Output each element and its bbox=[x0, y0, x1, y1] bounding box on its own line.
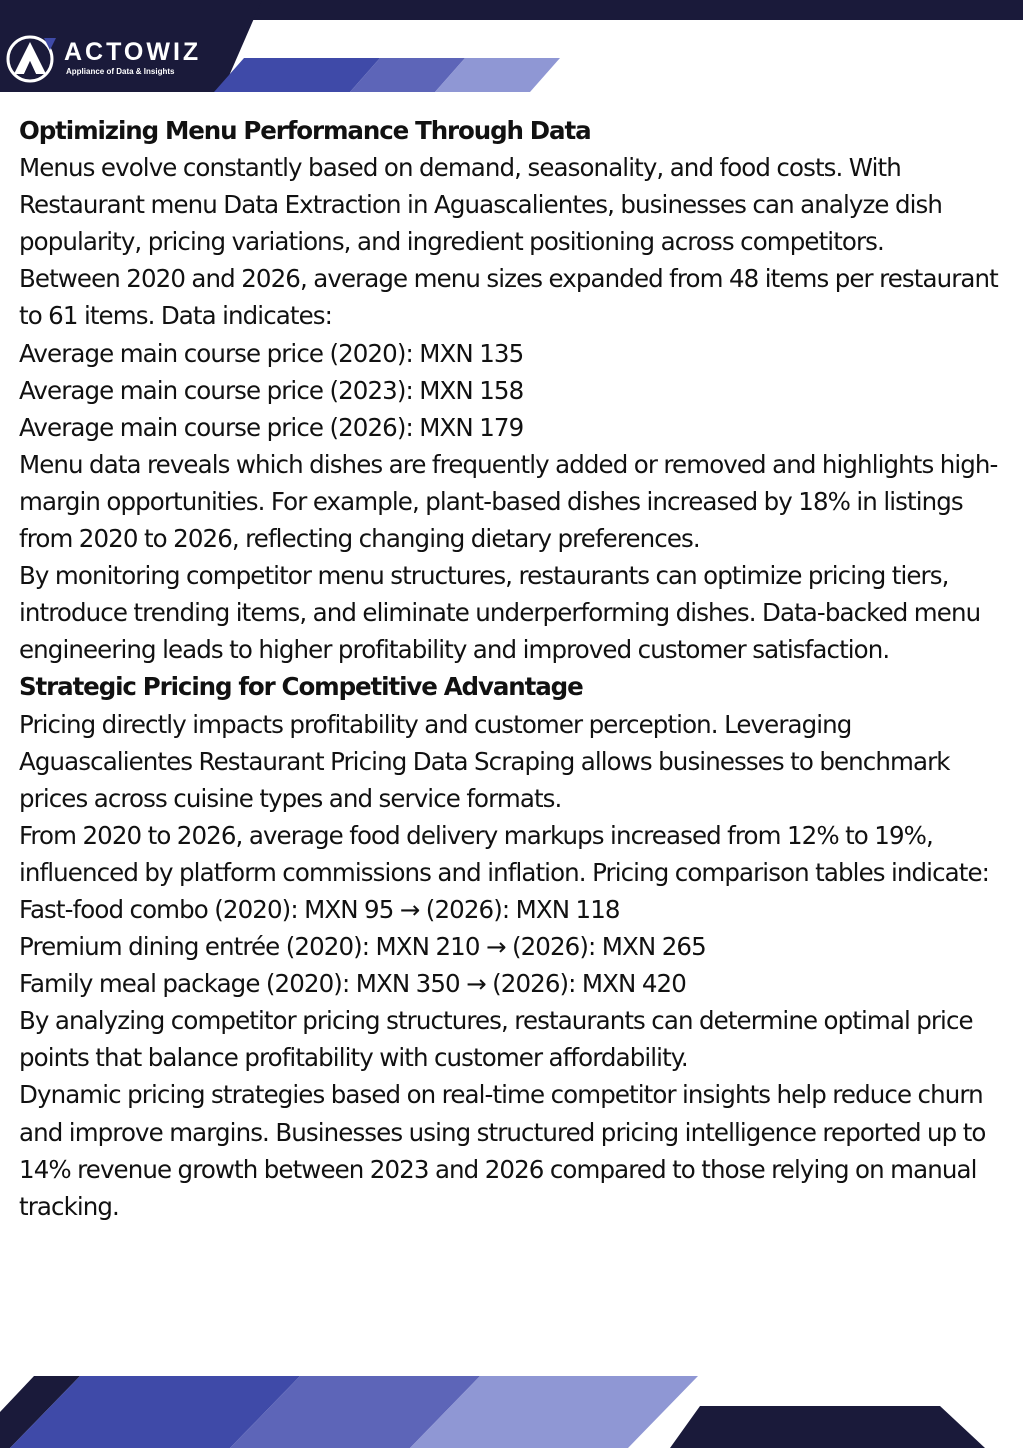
page-header bbox=[0, 0, 1023, 100]
stat-line-fast-food-combo: Fast-food combo (2020): MXN 95 → (2026): MXN 118 bbox=[19, 894, 620, 924]
article-body bbox=[19, 112, 1009, 1225]
brand-name: ACTOWIZ bbox=[64, 38, 202, 66]
brand-tagline: Appliance of Data & Insights bbox=[66, 67, 175, 76]
paragraph-analyzing-pricing: By analyzing competitor pricing structures, restaurants can determine optimal price points that balance profitability with customer affordability. bbox=[19, 1006, 973, 1073]
paragraph-pricing-impacts: Pricing directly impacts profitability and customer perception. Leveraging Aguascalientes Restaurant Pricing Data Scraping allows businesses to benchmark prices across cuisine types and service formats. bbox=[19, 709, 950, 813]
section-heading-strategic-pricing: Strategic Pricing for Competitive Advantage bbox=[19, 672, 583, 702]
footer-block-right bbox=[670, 1406, 985, 1448]
logo-mark-icon bbox=[6, 34, 58, 84]
paragraph-menu-sizes: Between 2020 and 2026, average menu sizes expanded from 48 items per restaurant to 61 items. Data indicates: bbox=[19, 264, 998, 331]
stat-line-price-2020: Average main course price (2020): MXN 135 bbox=[19, 338, 524, 368]
footer-banner bbox=[0, 1376, 1023, 1448]
page-footer bbox=[0, 1376, 1023, 1448]
stat-line-price-2026: Average main course price (2026): MXN 179 bbox=[19, 412, 524, 442]
paragraph-monitoring-competitors: By monitoring competitor menu structures, restaurants can optimize pricing tiers, introduce trending items, and eliminate underperforming dishes. Data-backed menu engineering leads to higher profitability and improved customer satisfaction. bbox=[19, 561, 981, 665]
stat-line-price-2023: Average main course price (2023): MXN 158 bbox=[19, 375, 524, 405]
stat-line-family-meal: Family meal package (2020): MXN 350 → (2026): MXN 420 bbox=[19, 969, 686, 999]
actowiz-logo bbox=[6, 34, 206, 84]
stat-line-premium-dining: Premium dining entrée (2020): MXN 210 → (2026): MXN 265 bbox=[19, 932, 706, 962]
paragraph-delivery-markups: From 2020 to 2026, average food delivery markups increased from 12% to 19%, influenced by platform commissions and inflation. Pricing comparison tables indicate: bbox=[19, 820, 990, 887]
paragraph-dynamic-pricing: Dynamic pricing strategies based on real-time competitor insights help reduce churn and improve margins. Businesses using structured pricing intelligence reported up to 14% revenue growth between 2023 and 2026 compared to those relying on manual tracking. bbox=[19, 1080, 986, 1221]
section-heading-menu-performance: Optimizing Menu Performance Through Data bbox=[19, 116, 591, 145]
paragraph-menus-evolve: Menus evolve constantly based on demand, seasonality, and food costs. With Restaurant menu Data Extraction in Aguascalientes, businesses can analyze dish popularity, pricing variations, and ingredient positioning across competitors. bbox=[19, 153, 943, 257]
paragraph-menu-data-reveals: Menu data reveals which dishes are frequently added or removed and highlights high-margin opportunities. For example, plant-based dishes increased by 18% in listings from 2020 to 2026, reflecting changing dietary preferences. bbox=[19, 449, 998, 554]
